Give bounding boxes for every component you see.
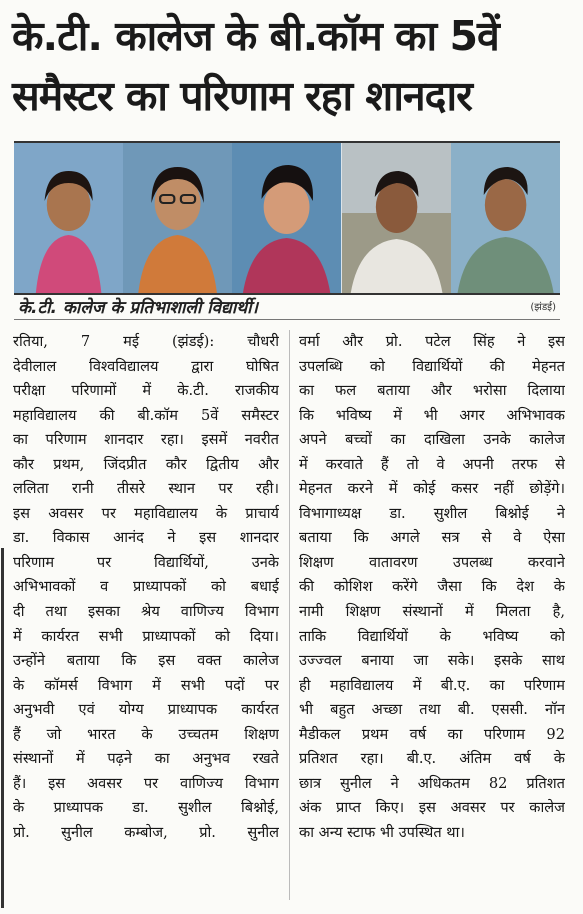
student-photo-4 bbox=[342, 143, 451, 293]
article-line: इस अवसर पर महाविद्यालय के प्राचार्य bbox=[13, 504, 279, 522]
article-line: प्रतिशत रहा। बी.ए. अंतिम वर्ष के bbox=[299, 750, 565, 768]
article-line: शिक्षण वातावरण उपलब्ध करवाने bbox=[299, 553, 565, 571]
article-line: ताकि विद्यार्थियों के भविष्य को bbox=[299, 627, 565, 645]
article-line: का फल बताया और भरोसा दिलाया bbox=[299, 382, 565, 400]
article-line: विभागाध्यक्ष डा. सुशील बिश्नोई ने bbox=[299, 504, 565, 522]
article-column-right bbox=[299, 330, 565, 845]
article-line: अपने बच्चों का दाखिला उनके कालेज bbox=[299, 431, 565, 449]
article-line: नामी शिक्षण संस्थानों में मिलता है, bbox=[299, 603, 565, 621]
article-line: हैं। इस अवसर पर वाणिज्य विभाग bbox=[13, 774, 279, 792]
article-line: वर्मा और प्रो. पटेल सिंह ने इस bbox=[299, 333, 565, 350]
article-line: अंक प्राप्त किए। इस अवसर पर कालेज bbox=[299, 799, 565, 817]
article-line: डा. विकास आनंद ने इस शानदार bbox=[13, 529, 279, 547]
article-line: ललिता रानी तीसरे स्थान पर रही। bbox=[13, 480, 279, 498]
article-line: में कार्यरत सभी प्राध्यापकों को दिया। bbox=[13, 627, 279, 645]
article-line: के कॉमर्स विभाग में सभी पदों पर bbox=[13, 676, 279, 694]
article-line: का अन्य स्टाफ भी उपस्थित था। bbox=[299, 823, 465, 841]
article-line: रतिया, 7 मई (झंडई): चौधरी bbox=[13, 333, 279, 350]
article-line: भी बहुत अच्छा तथा बी. एससी. नॉन bbox=[299, 701, 565, 719]
article-line: मेहनत करने में कोई कसर नहीं छोड़ेंगे। bbox=[299, 480, 565, 498]
student-photo-1 bbox=[14, 143, 123, 293]
student-photo-2 bbox=[123, 143, 232, 293]
photo-caption: के.टी. कालेज के प्रतिभाशाली विद्यार्थी। bbox=[18, 297, 258, 318]
student-photo-5 bbox=[451, 143, 560, 293]
article-line: संस्थानों में पढ़ने का अनुभव रखते bbox=[13, 750, 279, 768]
article-line: ही महाविद्यालय में बी.ए. का परिणाम bbox=[299, 676, 565, 694]
article-line: में करवाते हैं तो वे अपनी तरफ से bbox=[299, 455, 565, 473]
article-line: उन्होंने बताया कि इस वक्त कालेज bbox=[13, 652, 279, 670]
article-line: कौर प्रथम, जिंदप्रीत कौर द्वितीय और bbox=[13, 455, 279, 473]
article-line: बताया कि अगले सत्र से वे ऐसा bbox=[299, 529, 565, 547]
article-line: महाविद्यालय की बी.कॉम 5वें समैस्टर bbox=[13, 406, 279, 424]
headline-line-1: के.टी. कालेज के बी.कॉम का 5वें bbox=[12, 12, 499, 60]
student-photo-strip bbox=[14, 141, 560, 295]
article-line: की कोशिश करेंगे जैसा कि देश के bbox=[299, 578, 565, 596]
article-column-left bbox=[13, 330, 279, 845]
article-line: का परिणाम शानदार रहा। इसमें नवरीत bbox=[13, 431, 279, 449]
article-line: प्रो. सुनील कम्बोज, प्रो. सुनील bbox=[13, 823, 279, 841]
article-line: उज्ज्वल बनाया जा सके। इसके साथ bbox=[299, 652, 565, 670]
student-photo-3 bbox=[232, 143, 341, 293]
article-line: परीक्षा परिणामों में के.टी. राजकीय bbox=[13, 382, 279, 400]
article-line: दी तथा इसका श्रेय वाणिज्य विभाग bbox=[13, 603, 279, 621]
article-line: अभिभावकों व प्राध्यापकों को बधाई bbox=[13, 578, 279, 596]
article-line: कि भविष्य में भी अगर अभिभावक bbox=[299, 406, 565, 424]
margin-bracket bbox=[1, 548, 4, 908]
headline bbox=[12, 6, 572, 126]
article-line: हैं जो भारत के उच्चतम शिक्षण bbox=[13, 725, 279, 743]
article-line: छात्र सुनील ने अधिकतम 82 प्रतिशत bbox=[299, 774, 565, 792]
photo-caption-bar bbox=[14, 293, 560, 320]
article-line: के प्राध्यापक डा. सुशील बिश्नोई, bbox=[13, 799, 279, 817]
article-line: अनुभवी एवं योग्य प्राध्यापक कार्यरत bbox=[13, 701, 279, 719]
photo-credit: (झंडई) bbox=[530, 302, 556, 313]
article-line: मैडीकल प्रथम वर्ष का परिणाम 92 bbox=[299, 725, 565, 743]
article-line: उपलब्धि को विद्यार्थियों की मेहनत bbox=[299, 357, 565, 375]
column-divider bbox=[289, 330, 290, 900]
article-line: परिणाम पर विद्यार्थियों, उनके bbox=[13, 553, 279, 571]
article-line: देवीलाल विश्वविद्यालय द्वारा घोषित bbox=[13, 357, 279, 375]
headline-line-2: समैस्टर का परिणाम रहा शानदार bbox=[12, 72, 472, 120]
